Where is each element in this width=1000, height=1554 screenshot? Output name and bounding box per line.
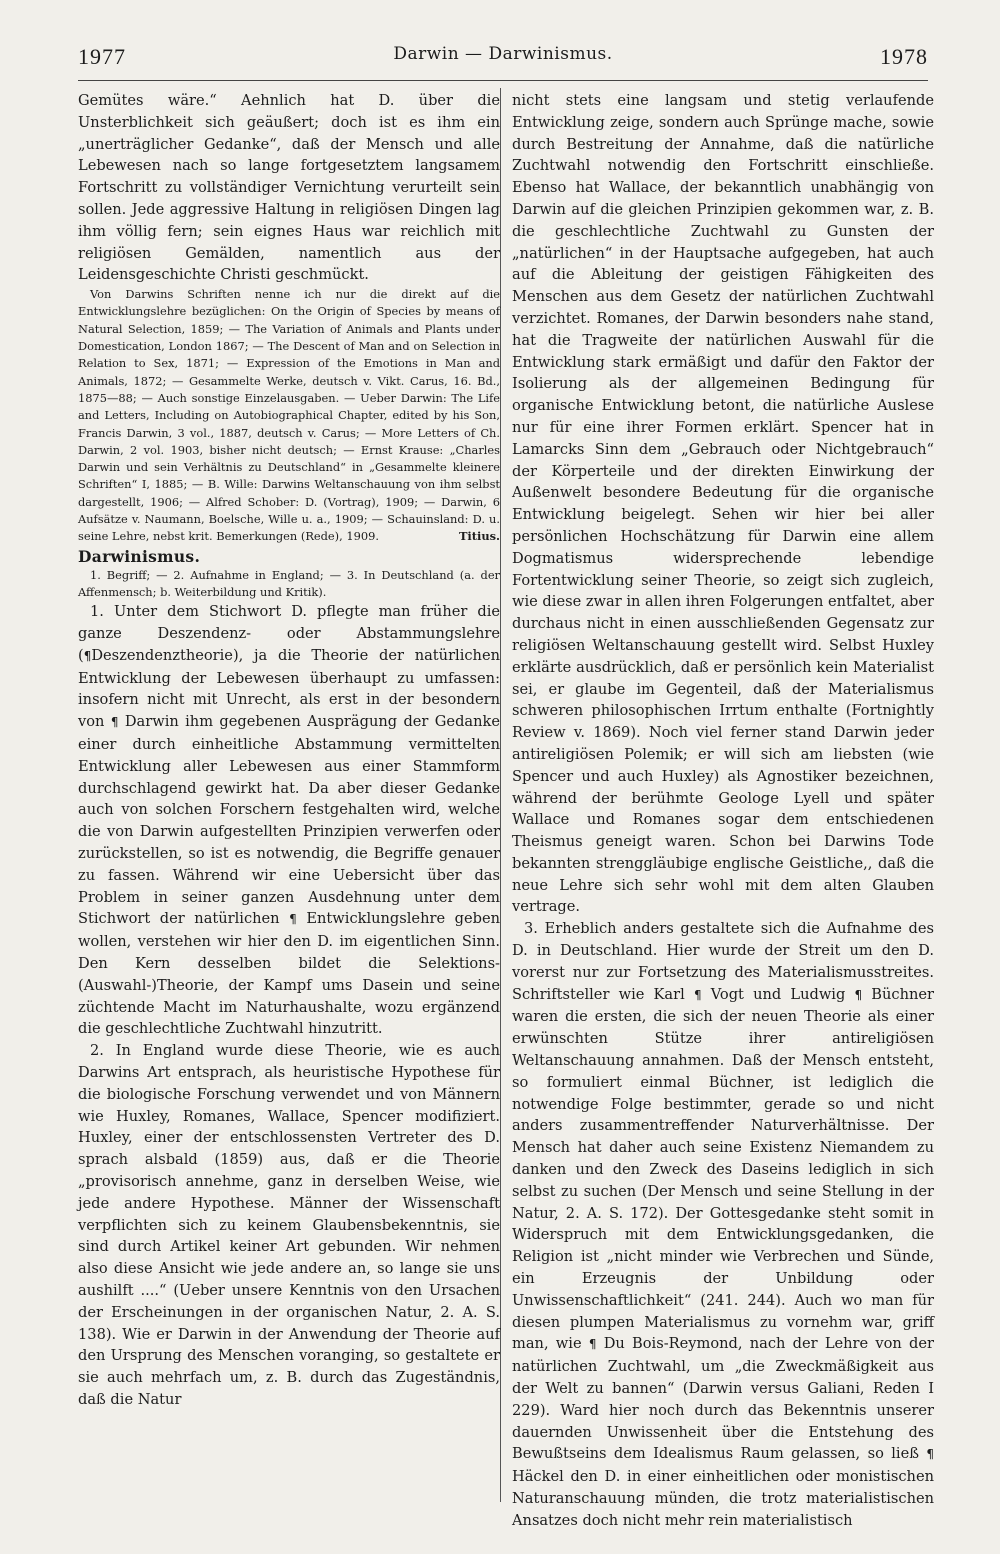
- cross-reference-icon: ¶: [854, 987, 863, 1002]
- section-1-text-c: ihm gegebenen Ausprägung der Gedanke einer durch einheitliche Abstammung vermittelten Entwicklung aller Lebewesen aus einer Stammform durchschlagend gewirkt hat. Da aber dieser Gedanke auch von solchen Forschern festgehalten wird, welche die von Darwin aufgestellten Prinzipien verwerfen oder zurückstellen, so ist es notwendig, die Begriffe genauer zu fassen. Während wir eine Uebersicht über das Problem in seiner ganzen Ausdehnung unter dem Stichwort der natürlichen: [78, 713, 500, 928]
- page-header: [78, 44, 928, 78]
- bibliography-text: Von Darwins Schriften nenne ich nur die direkt auf die Entwicklungslehre bezüglichen: On the Origin of Species by means of Natural Selection, 1859; — The Variation of Animals and Plants under Domestication, London 1867; — The Descent of Man and on Selection in Relation to Sex, 1871; — Expression of the Emotions in Man and Animals, 1872; — Gesammelte Werke, deutsch v. Vikt. Carus, 16. Bd., 1875—88; — Auch sonstige Einzelausgaben. — Ueber Darwin: The Life and Letters, Including on Autobiographical Chapter, edited by his Son, Francis Darwin, 3 vol., 1887, deutsch v. Carus; — More Letters of Ch. Darwin, 2 vol. 1903, bisher nicht deutsch; — Ernst Krause: „Charles Darwin und sein Verhältnis zu Deutschland“ in „Gesammelte kleinere Schriften“ I, 1885; — B. Wille: Darwins Weltanschauung von ihm selbst dargestellt, 1906; — Alfred Schober: D. (Vortrag), 1909; — Darwin, 6 Aufsätze v. Naumann, Boelsche, Wille u. a., 1909; — Schauinsland: D. u. seine Lehre, nebst krit. Bemerkungen (Rede), 1909.: [78, 287, 500, 544]
- article-title: Darwinismus.: [78, 546, 201, 566]
- cross-reference-deszendenztheorie[interactable]: Deszendenztheorie: [91, 646, 233, 664]
- right-page-number: 1978: [880, 44, 928, 69]
- column-divider: [500, 88, 501, 1502]
- cross-reference-buechner[interactable]: Büchner: [871, 985, 934, 1003]
- section-2-paragraph: 2. In England wurde diese Theorie, wie es auch Darwins Art entsprach, als heuristische Hypothese für die biologische Forschung verwendet und von Männern wie Huxley, Romanes, Wallace, Spencer modifiziert. Huxley, einer der entschlossensten Vertreter des D. sprach alsbald (1859) aus, daß er die Theorie „provisorisch annehme, ganz in derselben Weise, wie jede andere Hypothese. Männer der Wissenschaft verpflichten sich zu keinem Glaubensbekenntnis, sie sind durch Artikel keiner Art gebunden. Wir nehmen also diese Ansicht wie jede andere an, so lange sie uns aushilft ....“ (Ueber unsere Kenntnis von den Ursachen der Erscheinungen in der organischen Natur, 2. A. S. 138). Wie er Darwin in der Anwendung der Theorie auf den Ursprung des Menschen voranging, so gestaltete er sie auch mehrfach um, z. B. durch das Zugeständnis, daß die Natur: [78, 1042, 500, 1408]
- cross-reference-icon: ¶: [83, 648, 92, 663]
- continuation-paragraph-right: nicht stets eine langsam und stetig verlaufende Entwicklung zeige, sondern auch Sprünge mache, sowie durch Bestreitung der Annahme, daß die natürliche Zuchtwahl notwendig den Fortschritt einschließe. Ebenso hat Wallace, der bekanntlich unabhängig von Darwin auf die gleichen Prinzipien gekommen war, z. B. die geschlechtliche Zuchtwahl zu Gunsten der „natürlichen“ in der Hauptsache aufgegeben, hat auch auf die Ableitung der geistigen Fähigkeiten des Menschen aus dem Gesetz der natürlichen Zuchtwahl verzichtet. Romanes, der Darwin besonders nahe stand, hat die Tragweite der natürlichen Auswahl für die Entwicklung stark ermäßigt und dafür den Faktor der Isolierung als der allgemeinen Bedingung für organische Entwicklung betont, die natürliche Auslese nur für eine ihrer Formen erklärt. Spencer hat in Lamarcks Sinn dem „Gebrauch oder Nichtgebrauch“ der Körperteile und der direkten Einwirkung der Außenwelt besondere Bedeutung für die organische Entwicklung beigelegt. Sehen wir hier bei aller persönlichen Hochschätzung für Darwin eine allem Dogmatismus widersprechende lebendige Fortentwicklung seiner Theorie, so zeigt sich zugleich, wie diese zwar in allen ihren Folgerungen entfaltet, aber durchaus nicht in einen ausschließenden Gegensatz zur religiösen Weltanschauung gestellt wird. Selbst Huxley erklärte ausdrücklich, daß er persönlich kein Materialist sei, er glaube im Gegenteil, daß der Materialismus schweren philosophischen Irrtum enthalte (Fortnightly Review v. 1869). Noch viel ferner stand Darwin jeder antireligiösen Polemik; er will sich am liebsten (wie Spencer und auch Huxley) als Agnostiker bezeichnen, während der berühmte Geologe Lyell und später Wallace und Romanes sogar dem entschiedenen Theismus geneigt waren. Schon bei Darwins Tode bekannten strenggläubige englische Geistliche,, daß die neue Lehre sich sehr wohl mit dem alten Glauben vertrage.: [512, 92, 934, 916]
- section-3-text-c: waren die ersten, die sich der neuen Theorie als einer erwünschten Stütze ihrer antireligiösen Weltanschauung annahmen. Daß der Mensch entsteht, so formuliert einmal Büchner, ist lediglich die notwendige Folge bestimmter, gerade so und nicht anders zusammentreffender Naturverhältnisse. Der Mensch hat daher auch seine Existenz Niemandem zu danken und den Zweck des Daseins lediglich in sich selbst zu suchen (Der Mensch und seine Stellung in der Natur, 2. A. S. 172). Der Gottesgedanke steht somit in Widerspruch mit dem Entwicklungsgedanken, die Religion ist „nicht minder wie Verbrechen und Sünde, ein Erzeugnis der Unbildung oder Unwissenschaftlichkeit“ (241. 244). Auch wo man für diesen plumpen Materialismus zu vornehm war, griff man, wie: [512, 1008, 934, 1353]
- header-rule: [78, 80, 928, 81]
- cross-reference-darwin[interactable]: Darwin: [124, 713, 179, 731]
- bibliography-paragraph: [78, 286, 500, 545]
- left-column: [78, 90, 500, 1411]
- cross-reference-icon: ¶: [926, 1447, 934, 1462]
- section-1-paragraph: [78, 601, 500, 1040]
- continuation-paragraph: Gemütes wäre.“ Aehnlich hat D. über die Unsterblichkeit sich geäußert; doch ist es ihm ein „unerträglicher Gedanke“, daß der Mensch und alle Lebewesen nach so lange fortgesetztem langsamem Fortschritt zu vollständiger Vernichtung verurteilt sein sollen. Jede aggressive Haltung in religiösen Dingen lag ihm völlig fern; sein eignes Haus war reichlich mit religiösen Gemälden, namentlich aus der Leidensgeschichte Christi geschmückt.: [78, 92, 500, 284]
- section-1-text-d: geben wollen, verstehen wir hier den D. im eigentlichen Sinn. Den Kern desselben bildet die Selektions-(Auswahl-)Theorie, der Kampf ums Dasein und seine züchtende Macht im Naturhaushalte, wozu ergänzend die geschlechtliche Zuchtwahl hinzutritt.: [78, 910, 501, 1038]
- section-3-paragraph: [512, 918, 934, 1531]
- cross-reference-entwicklungslehre[interactable]: Entwicklungslehre: [306, 910, 446, 928]
- section-1-text-a: 1. Unter dem Stichwort D. pflegte man früher die ganze Deszendenz- oder Abstammungslehre (: [78, 603, 500, 664]
- section-3-text-a: 3. Erheblich anders gestaltete sich die Aufnahme des D. in Deutschland. Hier wurde der Streit um den D. vorerst nur zur Fortsetzung des Materialismusstreites. Schriftsteller wie Karl: [512, 920, 934, 1003]
- section-3-text-d: , nach der Lehre von der natürlichen Zuchtwahl, um „die Zweckmäßigkeit aus der Welt zu bannen“ (Darwin versus Galiani, Reden I 229). Ward hier noch durch das Bekenntnis unserer dauernden Unwissenheit über die Entstehung des Bewußtseins dem Idealismus Raum gelassen, so ließ: [512, 1335, 935, 1463]
- author-signature: Titius.: [458, 529, 500, 544]
- cross-reference-vogt[interactable]: Vogt: [710, 985, 744, 1003]
- article-contents: 1. Begriff; — 2. Aufnahme in England; — 3. In Deutschland (a. der Affenmensch; b. Weiterbildung und Kritik).: [78, 567, 500, 599]
- running-title: Darwin — Darwinismus.: [393, 44, 613, 64]
- cross-reference-icon: ¶: [289, 912, 297, 927]
- left-page-number: 1977: [78, 44, 126, 69]
- section-3-text-b: und Ludwig: [743, 985, 855, 1003]
- section-3-text-e: den D. in einer einheitlichen oder monistischen Naturanschauung münden, die trotz materialistischen Ansatzes doch nicht mehr rein materialistisch: [512, 1468, 934, 1529]
- right-column: [512, 90, 934, 1532]
- cross-reference-icon: ¶: [110, 715, 119, 730]
- section-1-text-b: ), ja die Theorie der natürlichen Entwicklung der Lebewesen überhaupt zu umfassen: insofern nicht mit Unrecht, als erst in der besondern von: [78, 646, 500, 731]
- cross-reference-icon: ¶: [693, 987, 702, 1002]
- cross-reference-haeckel[interactable]: Häckel: [512, 1468, 564, 1486]
- cross-reference-icon: ¶: [588, 1337, 597, 1352]
- cross-reference-du-bois-reymond[interactable]: Du Bois-Reymond: [603, 1335, 738, 1353]
